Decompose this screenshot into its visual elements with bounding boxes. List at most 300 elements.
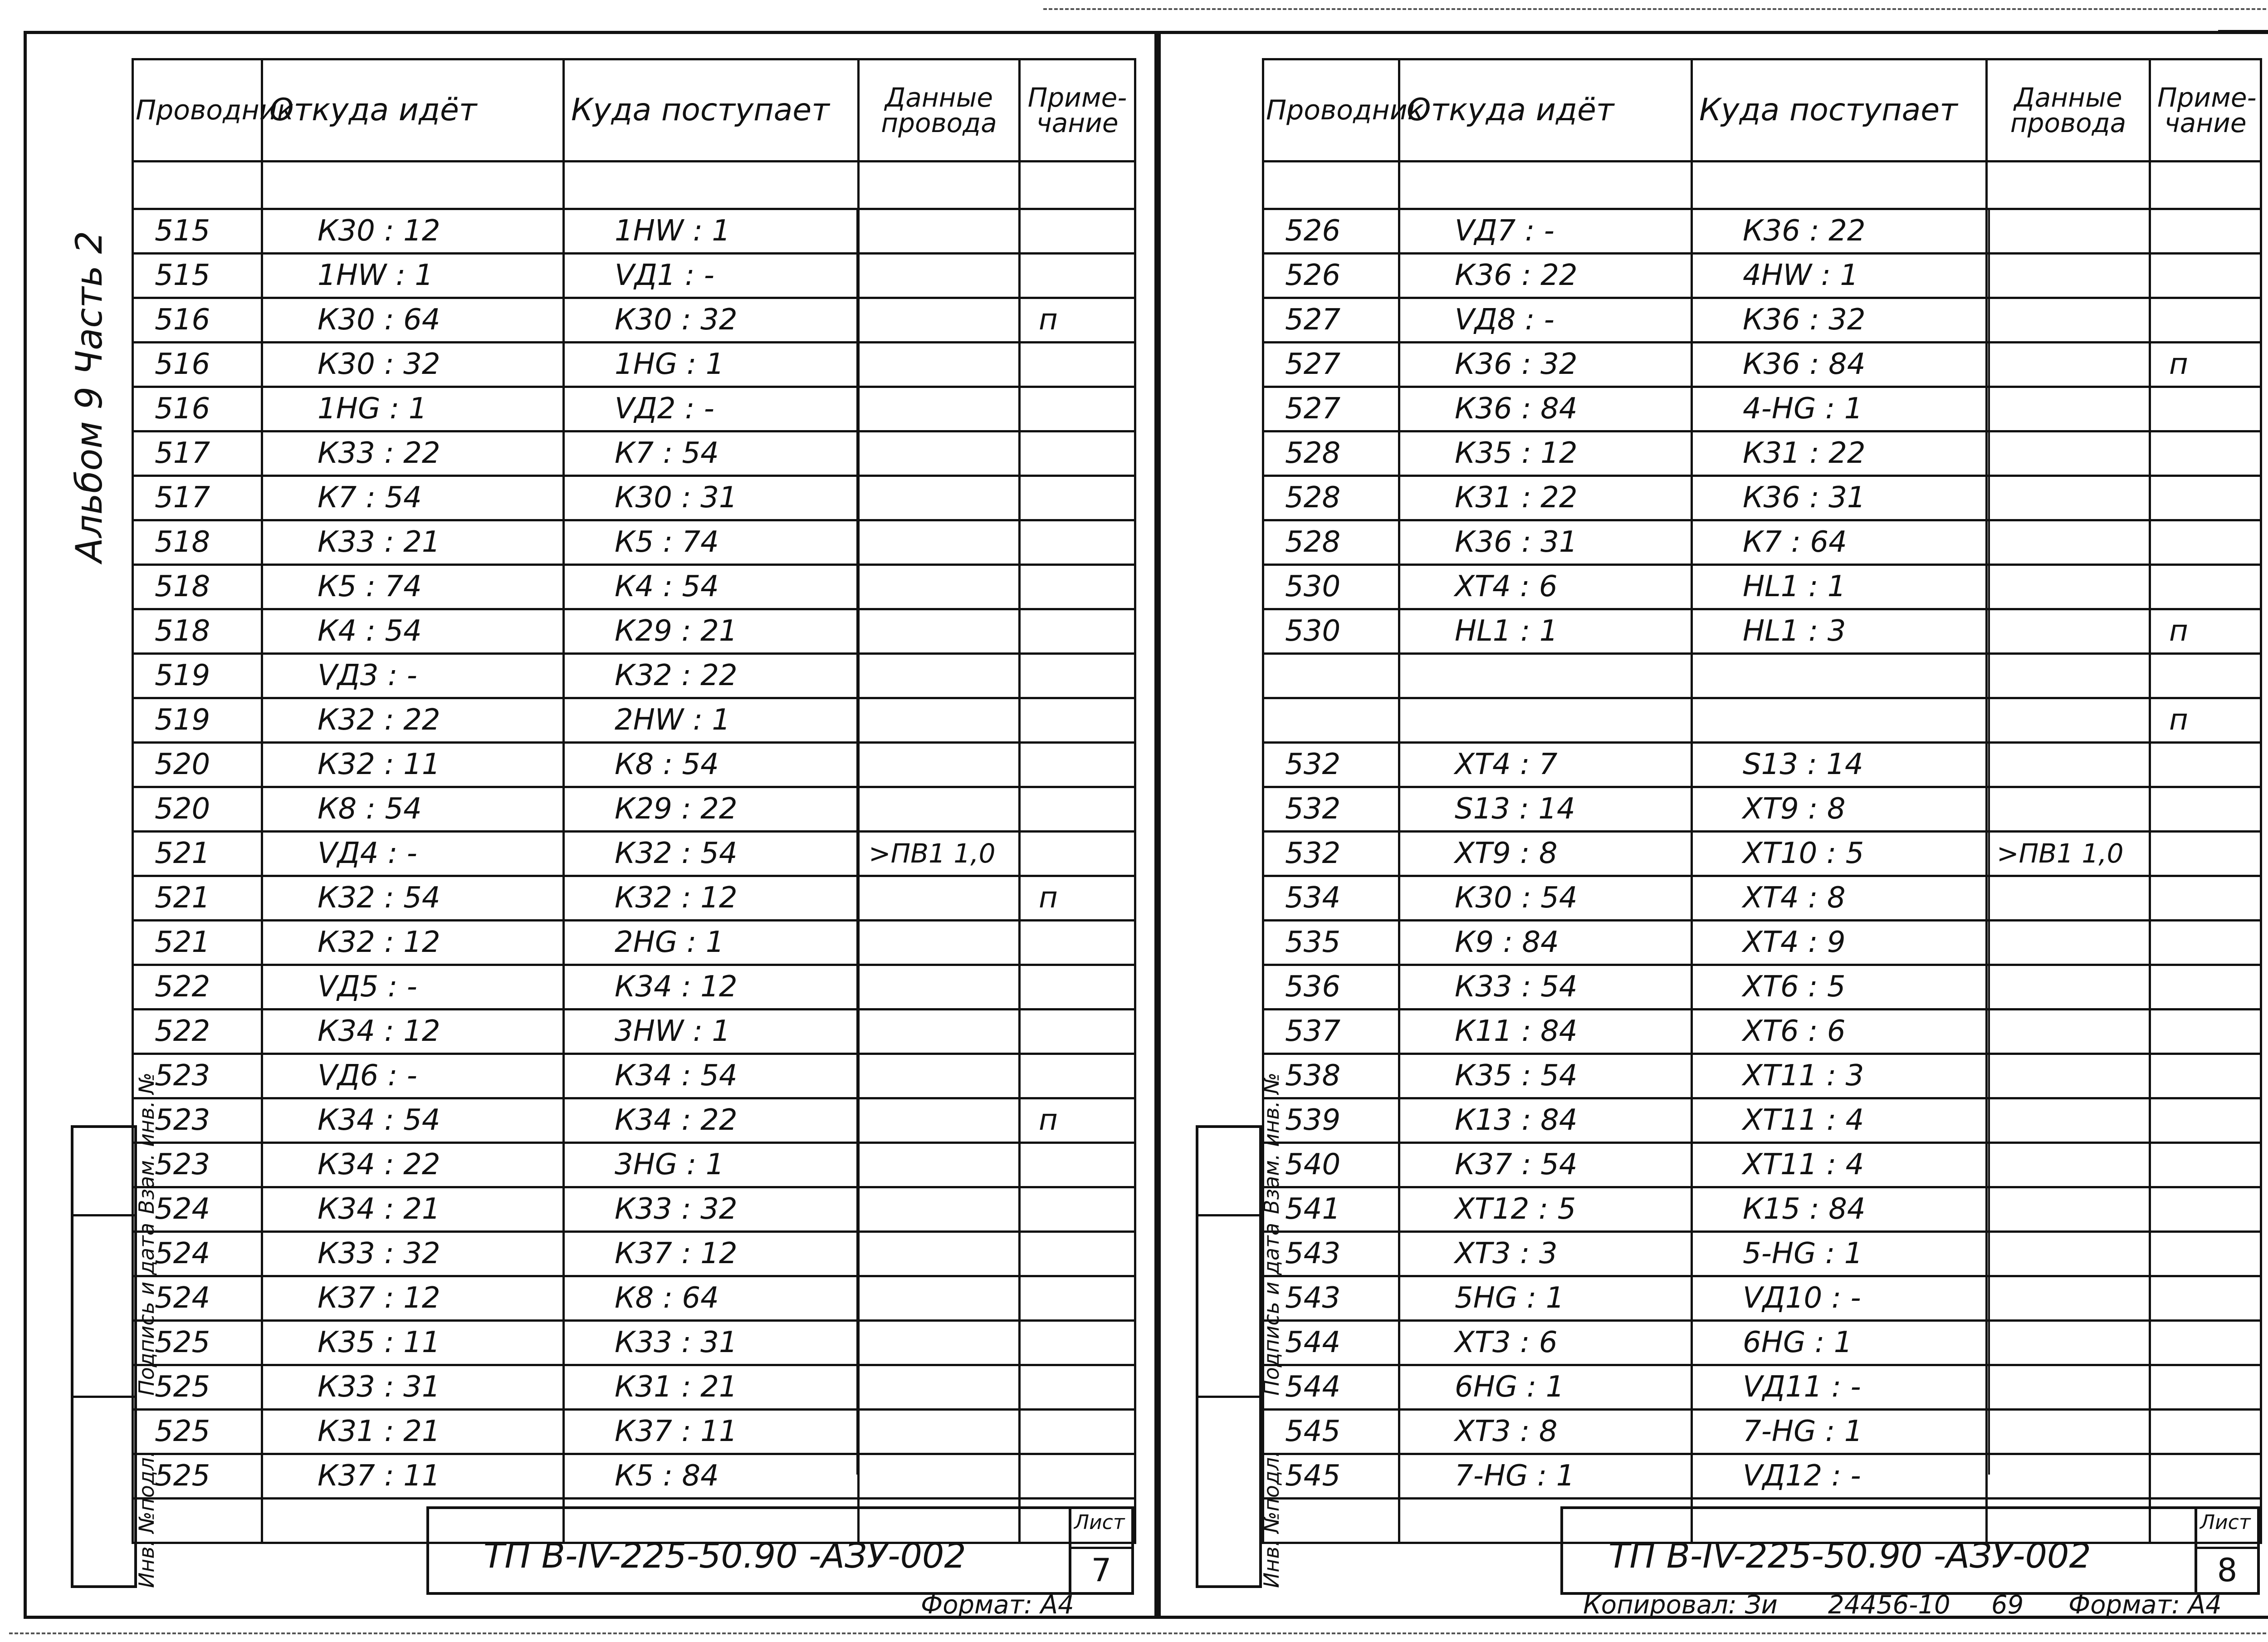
cell-wire-data — [1987, 431, 2150, 476]
cell-conductor: 518 — [133, 565, 262, 609]
cell-note — [1020, 431, 1135, 476]
cell-conductor: 521 — [133, 876, 262, 921]
cell-conductor: 537 — [1263, 1010, 1399, 1054]
cell-note — [1020, 209, 1135, 254]
cell-note — [2150, 1098, 2261, 1143]
cell-conductor: 532 — [1263, 832, 1399, 876]
cell-wire-data — [1987, 1410, 2150, 1454]
cell-wire-data — [1987, 1321, 2150, 1365]
cell-to: К8 : 64 — [564, 1276, 859, 1321]
cell-note — [2150, 520, 2261, 565]
cell-conductor: 521 — [133, 832, 262, 876]
table-row — [1263, 1143, 2261, 1187]
cell-from: К32 : 54 — [262, 876, 564, 921]
cell-from: 1HW : 1 — [262, 254, 564, 298]
cell-to: ХТ4 : 9 — [1692, 921, 1987, 965]
cell-wire-data — [859, 387, 1020, 431]
cell-to: 3HG : 1 — [564, 1143, 859, 1187]
cell-to: ХТ11 : 4 — [1692, 1098, 1987, 1143]
cell-note — [2150, 1276, 2261, 1321]
left-wire-brace — [856, 209, 858, 1475]
cell-note — [1020, 1054, 1135, 1098]
cell-from: 6HG : 1 — [1399, 1365, 1692, 1410]
header-wire-data-r: Данные провода — [1987, 59, 2150, 162]
cell-conductor: 524 — [133, 1276, 262, 1321]
cell-to: К37 : 12 — [564, 1232, 859, 1276]
cell-wire-data — [859, 431, 1020, 476]
side-label-inv-r: Инв. №подл. — [1259, 1451, 1284, 1588]
side-label-vzam-r: Взам. инв. № — [1259, 1072, 1284, 1214]
cell-to: VД12 : - — [1692, 1454, 1987, 1499]
cell-note — [2150, 387, 2261, 431]
cell-from: К31 : 22 — [1399, 476, 1692, 520]
table-row — [133, 832, 1135, 876]
cell-conductor: 522 — [133, 965, 262, 1010]
right-wire-brace — [1988, 209, 1990, 1475]
cell-conductor — [1263, 698, 1399, 743]
cell-note: п — [2150, 343, 2261, 387]
cell-from: К34 : 12 — [262, 1010, 564, 1054]
cell-note: п — [1020, 1098, 1135, 1143]
cell-from: К33 : 31 — [262, 1365, 564, 1410]
cell-to: 4-HG : 1 — [1692, 387, 1987, 431]
cell-note — [2150, 254, 2261, 298]
cell-wire-data — [1987, 209, 2150, 254]
right-list-box — [2195, 1509, 2257, 1592]
cell-conductor: 527 — [1263, 387, 1399, 431]
cell-wire-data — [859, 1454, 1020, 1499]
cell-from — [1399, 698, 1692, 743]
table-row — [1263, 1454, 2261, 1499]
table-row — [133, 1365, 1135, 1410]
cell-wire-data — [859, 1321, 1020, 1365]
cell-conductor: 525 — [133, 1365, 262, 1410]
table-row — [1263, 1276, 2261, 1321]
cell-wire-data — [1987, 654, 2150, 698]
right-list-label: Лист — [2200, 1511, 2251, 1534]
right-copied-by: Копировал: Зи — [1583, 1590, 1778, 1620]
cell-note — [1020, 921, 1135, 965]
right-list-number: 8 — [2197, 1547, 2257, 1592]
cell-conductor: 536 — [1263, 965, 1399, 1010]
cell-from: К9 : 84 — [1399, 921, 1692, 965]
cell-conductor: 534 — [1263, 876, 1399, 921]
cell-note — [2150, 209, 2261, 254]
cell-conductor: 518 — [133, 520, 262, 565]
cell-wire-data — [859, 1010, 1020, 1054]
cell-conductor: 520 — [133, 743, 262, 787]
cell-to: ХТ6 : 5 — [1692, 965, 1987, 1010]
cell-note — [1020, 254, 1135, 298]
cell-note — [1020, 1010, 1135, 1054]
cell-from: VД3 : - — [262, 654, 564, 698]
cell-from: К34 : 22 — [262, 1143, 564, 1187]
cell-note: п — [2150, 698, 2261, 743]
cell-from: К11 : 84 — [1399, 1010, 1692, 1054]
cell-from — [1399, 162, 1692, 209]
table-row — [133, 1187, 1135, 1232]
cell-to — [1692, 162, 1987, 209]
cell-to: К29 : 22 — [564, 787, 859, 832]
cell-to — [1692, 698, 1987, 743]
cell-from: К34 : 21 — [262, 1187, 564, 1232]
side-label-vzam: Взам. инв. № — [134, 1072, 159, 1214]
cell-conductor: 532 — [1263, 787, 1399, 832]
cell-to: К36 : 84 — [1692, 343, 1987, 387]
cell-to: HL1 : 1 — [1692, 565, 1987, 609]
table-row — [133, 921, 1135, 965]
cell-from: К37 : 12 — [262, 1276, 564, 1321]
cell-to: HL1 : 3 — [1692, 609, 1987, 654]
left-side-stamp — [71, 1072, 159, 1588]
cell-note — [1020, 1143, 1135, 1187]
cell-to: ХТ6 : 6 — [1692, 1010, 1987, 1054]
cell-to: К8 : 54 — [564, 743, 859, 787]
cell-conductor: 525 — [133, 1454, 262, 1499]
cell-from: К35 : 54 — [1399, 1054, 1692, 1098]
cell-from — [262, 162, 564, 209]
cell-to: К5 : 74 — [564, 520, 859, 565]
table-row — [1263, 1054, 2261, 1098]
cell-wire-data — [859, 965, 1020, 1010]
cell-wire-data — [859, 476, 1020, 520]
cell-wire-data — [859, 520, 1020, 565]
cell-wire-data — [859, 1365, 1020, 1410]
cell-conductor: 520 — [133, 787, 262, 832]
cell-from: S13 : 14 — [1399, 787, 1692, 832]
cell-to: VД11 : - — [1692, 1365, 1987, 1410]
cell-note: п — [1020, 876, 1135, 921]
cell-note — [1020, 565, 1135, 609]
cell-from: К35 : 12 — [1399, 431, 1692, 476]
table-row — [1263, 565, 2261, 609]
cell-from: К13 : 84 — [1399, 1098, 1692, 1143]
cell-from: 1HG : 1 — [262, 387, 564, 431]
cell-wire-data — [859, 921, 1020, 965]
cell-wire-data — [1987, 343, 2150, 387]
cell-note — [1020, 387, 1135, 431]
cell-wire-data — [859, 254, 1020, 298]
cell-wire-data — [1987, 565, 2150, 609]
cell-to: ХТ11 : 4 — [1692, 1143, 1987, 1187]
table-row — [133, 1143, 1135, 1187]
cell-to: VД10 : - — [1692, 1276, 1987, 1321]
table-row — [133, 343, 1135, 387]
cell-wire-data — [1987, 476, 2150, 520]
header-from-r: Откуда идёт — [1399, 59, 1692, 162]
cell-note — [2150, 1054, 2261, 1098]
table-row — [133, 1010, 1135, 1054]
table-row — [1263, 1187, 2261, 1232]
cell-wire-data — [1987, 1365, 2150, 1410]
cell-from: К32 : 11 — [262, 743, 564, 787]
table-row — [133, 387, 1135, 431]
cell-wire-data — [859, 343, 1020, 387]
cell-note — [2150, 162, 2261, 209]
cell-from: ХТ12 : 5 — [1399, 1187, 1692, 1232]
cell-to: К15 : 84 — [1692, 1187, 1987, 1232]
cell-note — [1020, 787, 1135, 832]
cut-line-bottom — [9, 1632, 2268, 1634]
table-row — [1263, 520, 2261, 565]
cell-wire-data — [1987, 1187, 2150, 1232]
table-row — [133, 298, 1135, 343]
cell-conductor: 544 — [1263, 1365, 1399, 1410]
cell-to: ХТ11 : 3 — [1692, 1054, 1987, 1098]
cell-conductor: 532 — [1263, 743, 1399, 787]
cell-from: К37 : 54 — [1399, 1143, 1692, 1187]
table-row — [1263, 743, 2261, 787]
cell-conductor: 523 — [133, 1098, 262, 1143]
cell-wire-data — [859, 698, 1020, 743]
cell-conductor: 543 — [1263, 1276, 1399, 1321]
table-row — [1263, 876, 2261, 921]
cell-wire-data — [859, 1410, 1020, 1454]
right-doc-code: ТП В-IV-225-50.90 -АЗУ-002 — [1608, 1535, 2091, 1576]
table-row — [1263, 698, 2261, 743]
cell-note — [1020, 609, 1135, 654]
table-row — [133, 209, 1135, 254]
cell-conductor: 540 — [1263, 1143, 1399, 1187]
table-row — [133, 162, 1135, 209]
cell-from: К30 : 54 — [1399, 876, 1692, 921]
table-row — [1263, 654, 2261, 698]
cell-wire-data — [1987, 1454, 2150, 1499]
cell-to: VД1 : - — [564, 254, 859, 298]
cell-from: ХТ4 : 6 — [1399, 565, 1692, 609]
cell-to: 1HW : 1 — [564, 209, 859, 254]
cell-note — [2150, 1410, 2261, 1454]
table-row — [1263, 209, 2261, 254]
cell-note — [1020, 1321, 1135, 1365]
cell-conductor: 527 — [1263, 298, 1399, 343]
cell-wire-data — [859, 743, 1020, 787]
cell-to: 6HG : 1 — [1692, 1321, 1987, 1365]
cell-conductor: 525 — [133, 1410, 262, 1454]
cell-to: ХТ9 : 8 — [1692, 787, 1987, 832]
header-from: Откуда идёт — [262, 59, 564, 162]
cell-from: VД5 : - — [262, 965, 564, 1010]
cell-conductor: 521 — [133, 921, 262, 965]
cell-wire-data — [1987, 743, 2150, 787]
cell-note — [1020, 1454, 1135, 1499]
table-row — [1263, 921, 2261, 965]
cut-line-top — [1043, 8, 2268, 10]
table-row — [1263, 965, 2261, 1010]
cell-note — [2150, 832, 2261, 876]
cell-wire-data — [1987, 1054, 2150, 1098]
cell-from: ХТ3 : 6 — [1399, 1321, 1692, 1365]
cell-conductor: 530 — [1263, 565, 1399, 609]
album-side-label: Альбом 9 Часть 2 — [68, 230, 110, 563]
cell-conductor: 544 — [1263, 1321, 1399, 1365]
table-row — [133, 1054, 1135, 1098]
cell-note: п — [1020, 298, 1135, 343]
cell-wire-data — [1987, 1143, 2150, 1187]
cell-wire-data — [859, 162, 1020, 209]
cell-note — [2150, 1321, 2261, 1365]
cell-note — [2150, 1010, 2261, 1054]
cell-from: К32 : 12 — [262, 921, 564, 965]
right-order-number: 24456-10 — [1828, 1590, 1950, 1620]
cell-wire-data — [1987, 1276, 2150, 1321]
cell-note — [2150, 787, 2261, 832]
cell-from: К36 : 31 — [1399, 520, 1692, 565]
cell-note — [2150, 921, 2261, 965]
right-sheet-total: 69 — [1991, 1590, 2024, 1620]
cell-from: 7-HG : 1 — [1399, 1454, 1692, 1499]
cell-to: К7 : 54 — [564, 431, 859, 476]
cell-note — [1020, 476, 1135, 520]
cell-note: п — [2150, 609, 2261, 654]
cell-from: К33 : 21 — [262, 520, 564, 565]
left-list-label: Лист — [1074, 1511, 1125, 1534]
cell-wire-data — [859, 209, 1020, 254]
cell-note — [1020, 654, 1135, 698]
cell-wire-data — [859, 787, 1020, 832]
cell-to: К36 : 22 — [1692, 209, 1987, 254]
header-wire-data: Данные провода — [859, 59, 1020, 162]
cell-conductor: 524 — [133, 1187, 262, 1232]
cell-from: К34 : 54 — [262, 1098, 564, 1143]
cell-conductor: 538 — [1263, 1054, 1399, 1098]
table-row — [133, 965, 1135, 1010]
cell-conductor — [1263, 654, 1399, 698]
cell-conductor: 515 — [133, 209, 262, 254]
cell-to: К31 : 22 — [1692, 431, 1987, 476]
left-list-box — [1069, 1509, 1131, 1592]
cell-to: К37 : 11 — [564, 1410, 859, 1454]
cell-note — [2150, 476, 2261, 520]
cell-to: К32 : 54 — [564, 832, 859, 876]
cell-conductor: 526 — [1263, 254, 1399, 298]
cell-wire-data: >ПВ1 1,0 — [1987, 832, 2150, 876]
cell-to: К34 : 54 — [564, 1054, 859, 1098]
cell-to — [1692, 654, 1987, 698]
cell-conductor: 523 — [133, 1143, 262, 1187]
cell-wire-data — [1987, 698, 2150, 743]
cell-conductor: 530 — [1263, 609, 1399, 654]
cell-wire-data: >ПВ1 1,0 — [859, 832, 1020, 876]
cell-note — [2150, 1454, 2261, 1499]
table-row — [133, 609, 1135, 654]
header-conductor-r: Проводник — [1263, 59, 1399, 162]
table-row — [1263, 343, 2261, 387]
cell-conductor: 516 — [133, 387, 262, 431]
cell-from: VД6 : - — [262, 1054, 564, 1098]
cell-note — [1020, 162, 1135, 209]
table-row — [1263, 832, 2261, 876]
cell-from: К30 : 64 — [262, 298, 564, 343]
cell-wire-data — [859, 1054, 1020, 1098]
cell-from: К30 : 32 — [262, 343, 564, 387]
cell-wire-data — [859, 876, 1020, 921]
cell-conductor: 526 — [1263, 209, 1399, 254]
cell-note — [1020, 1187, 1135, 1232]
cell-to: К31 : 21 — [564, 1365, 859, 1410]
cell-wire-data — [859, 1143, 1020, 1187]
cell-wire-data — [1987, 520, 2150, 565]
header-conductor: Проводник — [133, 59, 262, 162]
cell-from: К37 : 11 — [262, 1454, 564, 1499]
side-label-podpis: Подпись и дата — [134, 1222, 159, 1396]
table-row — [1263, 387, 2261, 431]
cell-to: К32 : 12 — [564, 876, 859, 921]
cell-wire-data — [859, 654, 1020, 698]
cell-note — [2150, 1365, 2261, 1410]
table-row — [1263, 1410, 2261, 1454]
table-row — [1263, 1365, 2261, 1410]
table-row — [133, 565, 1135, 609]
side-label-inv: Инв. №подл. — [134, 1451, 159, 1588]
table-row — [133, 254, 1135, 298]
cell-wire-data — [859, 1187, 1020, 1232]
cell-wire-data — [1987, 298, 2150, 343]
cell-wire-data — [859, 1276, 1020, 1321]
cell-wire-data — [1987, 876, 2150, 921]
cell-wire-data — [859, 565, 1020, 609]
cell-to: К7 : 64 — [1692, 520, 1987, 565]
cell-from: К33 : 22 — [262, 431, 564, 476]
cell-to: К4 : 54 — [564, 565, 859, 609]
cell-to: К34 : 12 — [564, 965, 859, 1010]
cell-wire-data — [1987, 609, 2150, 654]
cell-wire-data — [859, 1098, 1020, 1143]
table-row — [1263, 1010, 2261, 1054]
right-wiring-table — [1262, 58, 2262, 1544]
cell-note — [1020, 343, 1135, 387]
cell-note — [2150, 965, 2261, 1010]
cell-wire-data — [1987, 1232, 2150, 1276]
cell-conductor: 539 — [1263, 1098, 1399, 1143]
cell-to: 4HW : 1 — [1692, 254, 1987, 298]
cell-wire-data — [859, 609, 1020, 654]
cell-note — [1020, 1410, 1135, 1454]
cell-note — [2150, 743, 2261, 787]
cell-note — [2150, 1187, 2261, 1232]
cell-from: К36 : 22 — [1399, 254, 1692, 298]
cell-conductor: 519 — [133, 698, 262, 743]
cell-wire-data — [1987, 254, 2150, 298]
table-row — [1263, 609, 2261, 654]
cell-from: HL1 : 1 — [1399, 609, 1692, 654]
table-row — [133, 1276, 1135, 1321]
right-format: Формат: А4 — [2068, 1590, 2222, 1620]
cell-conductor: 527 — [1263, 343, 1399, 387]
header-note: Приме- чание — [1020, 59, 1135, 162]
table-row — [133, 520, 1135, 565]
header-to: Куда поступает — [564, 59, 859, 162]
cell-wire-data — [1987, 1098, 2150, 1143]
cell-wire-data — [1987, 787, 2150, 832]
cell-from: К33 : 32 — [262, 1232, 564, 1276]
cell-from: К35 : 11 — [262, 1321, 564, 1365]
cell-wire-data — [859, 298, 1020, 343]
cell-to: ХТ10 : 5 — [1692, 832, 1987, 876]
cell-conductor — [133, 162, 262, 209]
cell-note — [1020, 832, 1135, 876]
side-label-podpis-r: Подпись и дата — [1259, 1222, 1284, 1396]
cell-to: 2HG : 1 — [564, 921, 859, 965]
cell-to: К5 : 84 — [564, 1454, 859, 1499]
cell-from: К36 : 84 — [1399, 387, 1692, 431]
cell-to: VД2 : - — [564, 387, 859, 431]
cell-note — [2150, 654, 2261, 698]
cell-note — [1020, 1232, 1135, 1276]
cell-to: К36 : 31 — [1692, 476, 1987, 520]
table-row — [1263, 787, 2261, 832]
cell-to: 3HW : 1 — [564, 1010, 859, 1054]
